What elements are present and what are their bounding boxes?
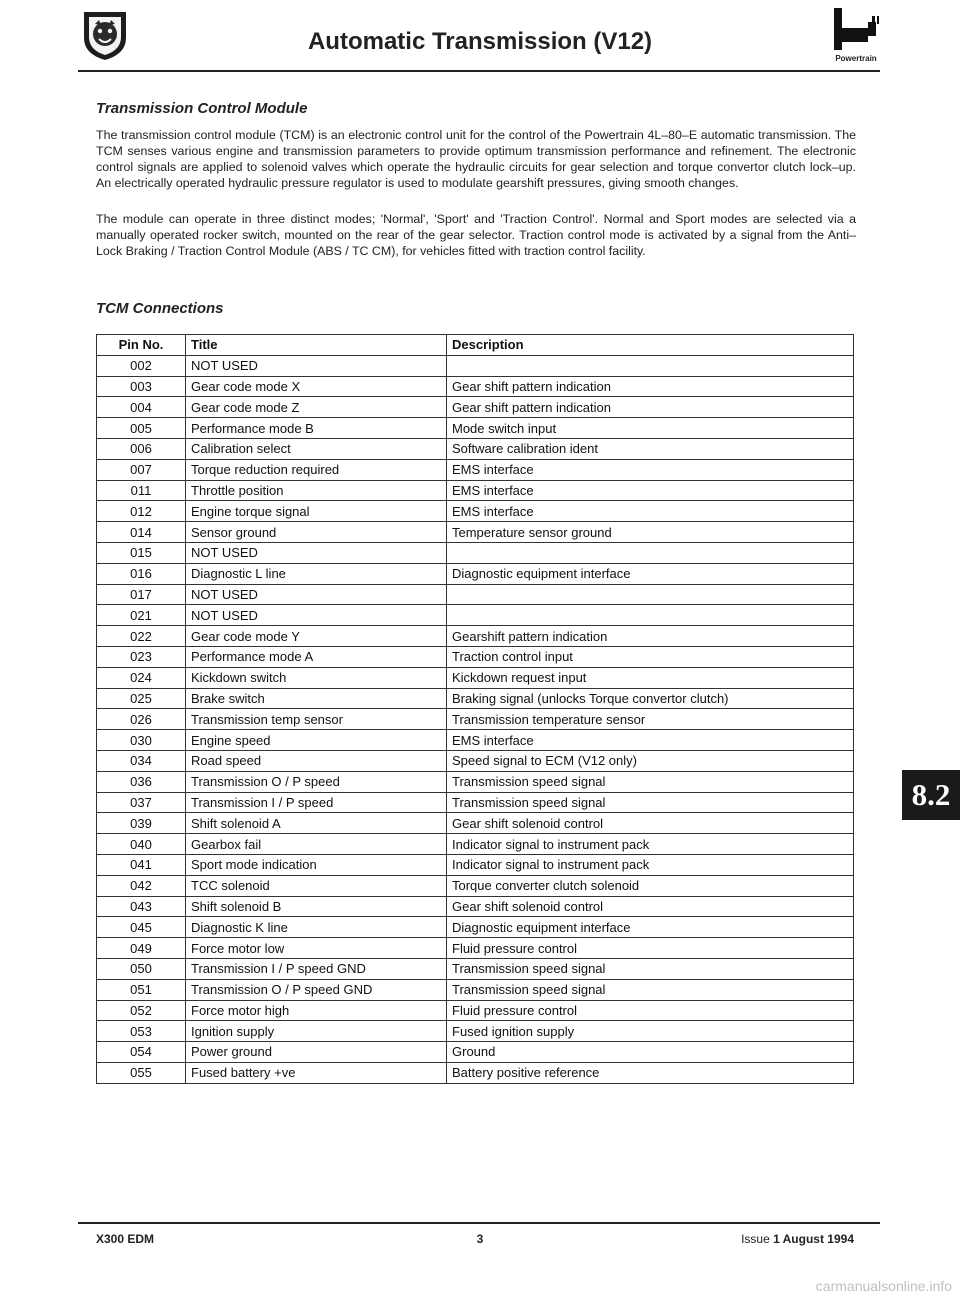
title-cell: NOT USED [186,542,447,563]
paragraph-tcm-modes: The module can operate in three distinct modes; 'Normal', 'Sport' and 'Traction Control'. Normal and Sport modes are selected via a manually operated rocker switch, mounted on the rear of the gear selector. Traction control mode is activated by a signal from the Anti–Lock Braking / Traction Control Module (ABS / TC CM), for vehicles fitted with traction control facility. [96,212,856,258]
paragraph-tcm-intro: The transmission control module (TCM) is an electronic control unit for the control of the Powertrain 4L–80–E automatic transmission. The TCM senses various engine and transmission parameters to provide optimum transmission performance and refinement. The electronic control signals are applied to solenoid valves which operate the hydraulic circuits for gear selection and torque convertor clutch lock–up. An electrically operated hydraulic pressure regulator is used to modulate gearshift pressures, giving smooth changes. [96,128,856,190]
description-cell: Gear shift pattern indication [447,376,854,397]
description-cell [447,605,854,626]
table-row [97,646,854,667]
title-cell: Transmission I / P speed [186,792,447,813]
description-cell: EMS interface [447,501,854,522]
table-row [97,667,854,688]
description-cell: Indicator signal to instrument pack [447,834,854,855]
pin-cell: 006 [97,438,186,459]
title-cell: Shift solenoid B [186,896,447,917]
description-cell [447,355,854,376]
title-cell: Force motor low [186,938,447,959]
description-cell: Torque converter clutch solenoid [447,875,854,896]
column-header-title: Title [186,335,447,356]
title-cell: Engine speed [186,730,447,751]
pin-cell: 015 [97,542,186,563]
table-row [97,418,854,439]
table-row [97,1062,854,1083]
pin-cell: 023 [97,646,186,667]
title-cell: Ignition supply [186,1021,447,1042]
description-cell: Fluid pressure control [447,938,854,959]
pin-cell: 016 [97,563,186,584]
description-cell: Fused ignition supply [447,1021,854,1042]
table-row [97,896,854,917]
powertrain-label: Powertrain [835,54,877,63]
title-cell: Torque reduction required [186,459,447,480]
pin-cell: 049 [97,938,186,959]
issue-date: 1 August 1994 [773,1232,854,1246]
table-row [97,730,854,751]
title-cell: Performance mode B [186,418,447,439]
table-row [97,438,854,459]
table-row [97,626,854,647]
pin-cell: 024 [97,667,186,688]
description-cell: Kickdown request input [447,667,854,688]
pin-cell: 042 [97,875,186,896]
watermark: carmanualsonline.info [815,1278,952,1294]
pin-cell: 037 [97,792,186,813]
description-cell: Software calibration ident [447,438,854,459]
description-cell: Fluid pressure control [447,1000,854,1021]
pin-cell: 002 [97,355,186,376]
pin-cell: 021 [97,605,186,626]
title-cell: Calibration select [186,438,447,459]
table-row [97,376,854,397]
table-row [97,584,854,605]
table-row [97,605,854,626]
table-row [97,522,854,543]
pin-cell: 036 [97,771,186,792]
table-row [97,854,854,875]
table-row [97,1000,854,1021]
pin-cell: 050 [97,958,186,979]
pin-cell: 012 [97,501,186,522]
table-row [97,480,854,501]
pin-cell: 004 [97,397,186,418]
pin-cell: 051 [97,979,186,1000]
description-cell: Traction control input [447,646,854,667]
title-cell: Sport mode indication [186,854,447,875]
description-cell: Ground [447,1042,854,1063]
description-cell: Transmission speed signal [447,979,854,1000]
title-cell: NOT USED [186,584,447,605]
pin-cell: 025 [97,688,186,709]
table-header-row [97,335,854,356]
footer-rule [78,1222,880,1224]
title-cell: Sensor ground [186,522,447,543]
table-row [97,792,854,813]
pin-cell: 043 [97,896,186,917]
title-cell: NOT USED [186,605,447,626]
page-title: Automatic Transmission (V12) [307,28,653,55]
title-cell: Transmission I / P speed GND [186,958,447,979]
title-cell: Engine torque signal [186,501,447,522]
table-row [97,771,854,792]
title-cell: Kickdown switch [186,667,447,688]
title-cell: Power ground [186,1042,447,1063]
section-title-tcm: Transmission Control Module [96,100,308,117]
pin-cell: 034 [97,750,186,771]
table-row [97,459,854,480]
title-cell: Road speed [186,750,447,771]
description-cell: Mode switch input [447,418,854,439]
title-cell: Force motor high [186,1000,447,1021]
table-row [97,501,854,522]
pin-cell: 040 [97,834,186,855]
footer-issue [741,1232,854,1246]
table-row [97,355,854,376]
table-row [97,813,854,834]
table-row [97,1021,854,1042]
description-cell: Indicator signal to instrument pack [447,854,854,875]
title-cell: Gear code mode Z [186,397,447,418]
description-cell: Transmission speed signal [447,958,854,979]
title-cell: Brake switch [186,688,447,709]
table-row [97,1042,854,1063]
description-cell [447,584,854,605]
description-cell: Braking signal (unlocks Torque convertor clutch) [447,688,854,709]
description-cell: EMS interface [447,730,854,751]
tcm-connections-table [96,334,854,1084]
title-cell: Fused battery +ve [186,1062,447,1083]
page-number: 3 [476,1232,484,1246]
description-cell: Gear shift pattern indication [447,397,854,418]
pin-cell: 053 [97,1021,186,1042]
pin-cell: 017 [97,584,186,605]
table-row [97,750,854,771]
title-cell: Diagnostic L line [186,563,447,584]
description-cell: Transmission speed signal [447,792,854,813]
pin-cell: 054 [97,1042,186,1063]
description-cell: Transmission temperature sensor [447,709,854,730]
table-row [97,979,854,1000]
pin-cell: 045 [97,917,186,938]
pin-cell: 030 [97,730,186,751]
description-cell: Speed signal to ECM (V12 only) [447,750,854,771]
title-cell: Gear code mode X [186,376,447,397]
description-cell [447,542,854,563]
pin-cell: 041 [97,854,186,875]
title-cell: Throttle position [186,480,447,501]
title-cell: Diagnostic K line [186,917,447,938]
description-cell: Gear shift solenoid control [447,813,854,834]
table-row [97,563,854,584]
description-cell: Transmission speed signal [447,771,854,792]
title-cell: TCC solenoid [186,875,447,896]
table-row [97,958,854,979]
title-cell: Gearbox fail [186,834,447,855]
pin-cell: 007 [97,459,186,480]
title-cell: Gear code mode Y [186,626,447,647]
pin-cell: 052 [97,1000,186,1021]
pin-cell: 039 [97,813,186,834]
powertrain-icon [832,6,880,66]
description-cell: Gear shift solenoid control [447,896,854,917]
pin-cell: 026 [97,709,186,730]
title-cell: Transmission temp sensor [186,709,447,730]
title-cell: NOT USED [186,355,447,376]
column-header-description: Description [447,335,854,356]
pin-cell: 003 [97,376,186,397]
table-row [97,397,854,418]
pin-cell: 055 [97,1062,186,1083]
header-rule [78,70,880,72]
description-cell: Battery positive reference [447,1062,854,1083]
description-cell: Diagnostic equipment interface [447,917,854,938]
description-cell: Temperature sensor ground [447,522,854,543]
table-row [97,834,854,855]
table-row [97,542,854,563]
pin-cell: 014 [97,522,186,543]
section-tab: 8.2 [902,770,960,820]
description-cell: Gearshift pattern indication [447,626,854,647]
section-title-connections: TCM Connections [96,300,224,317]
pin-cell: 022 [97,626,186,647]
title-cell: Transmission O / P speed GND [186,979,447,1000]
table-row [97,938,854,959]
description-cell: EMS interface [447,459,854,480]
description-cell: EMS interface [447,480,854,501]
title-cell: Performance mode A [186,646,447,667]
table-row [97,875,854,896]
column-header-pin: Pin No. [97,335,186,356]
table-row [97,688,854,709]
title-cell: Transmission O / P speed [186,771,447,792]
table-row [97,709,854,730]
pin-cell: 005 [97,418,186,439]
table-row [97,917,854,938]
footer-doc-code: X300 EDM [96,1232,155,1246]
description-cell: Diagnostic equipment interface [447,563,854,584]
issue-prefix: Issue [741,1232,774,1246]
pin-cell: 011 [97,480,186,501]
title-cell: Shift solenoid A [186,813,447,834]
